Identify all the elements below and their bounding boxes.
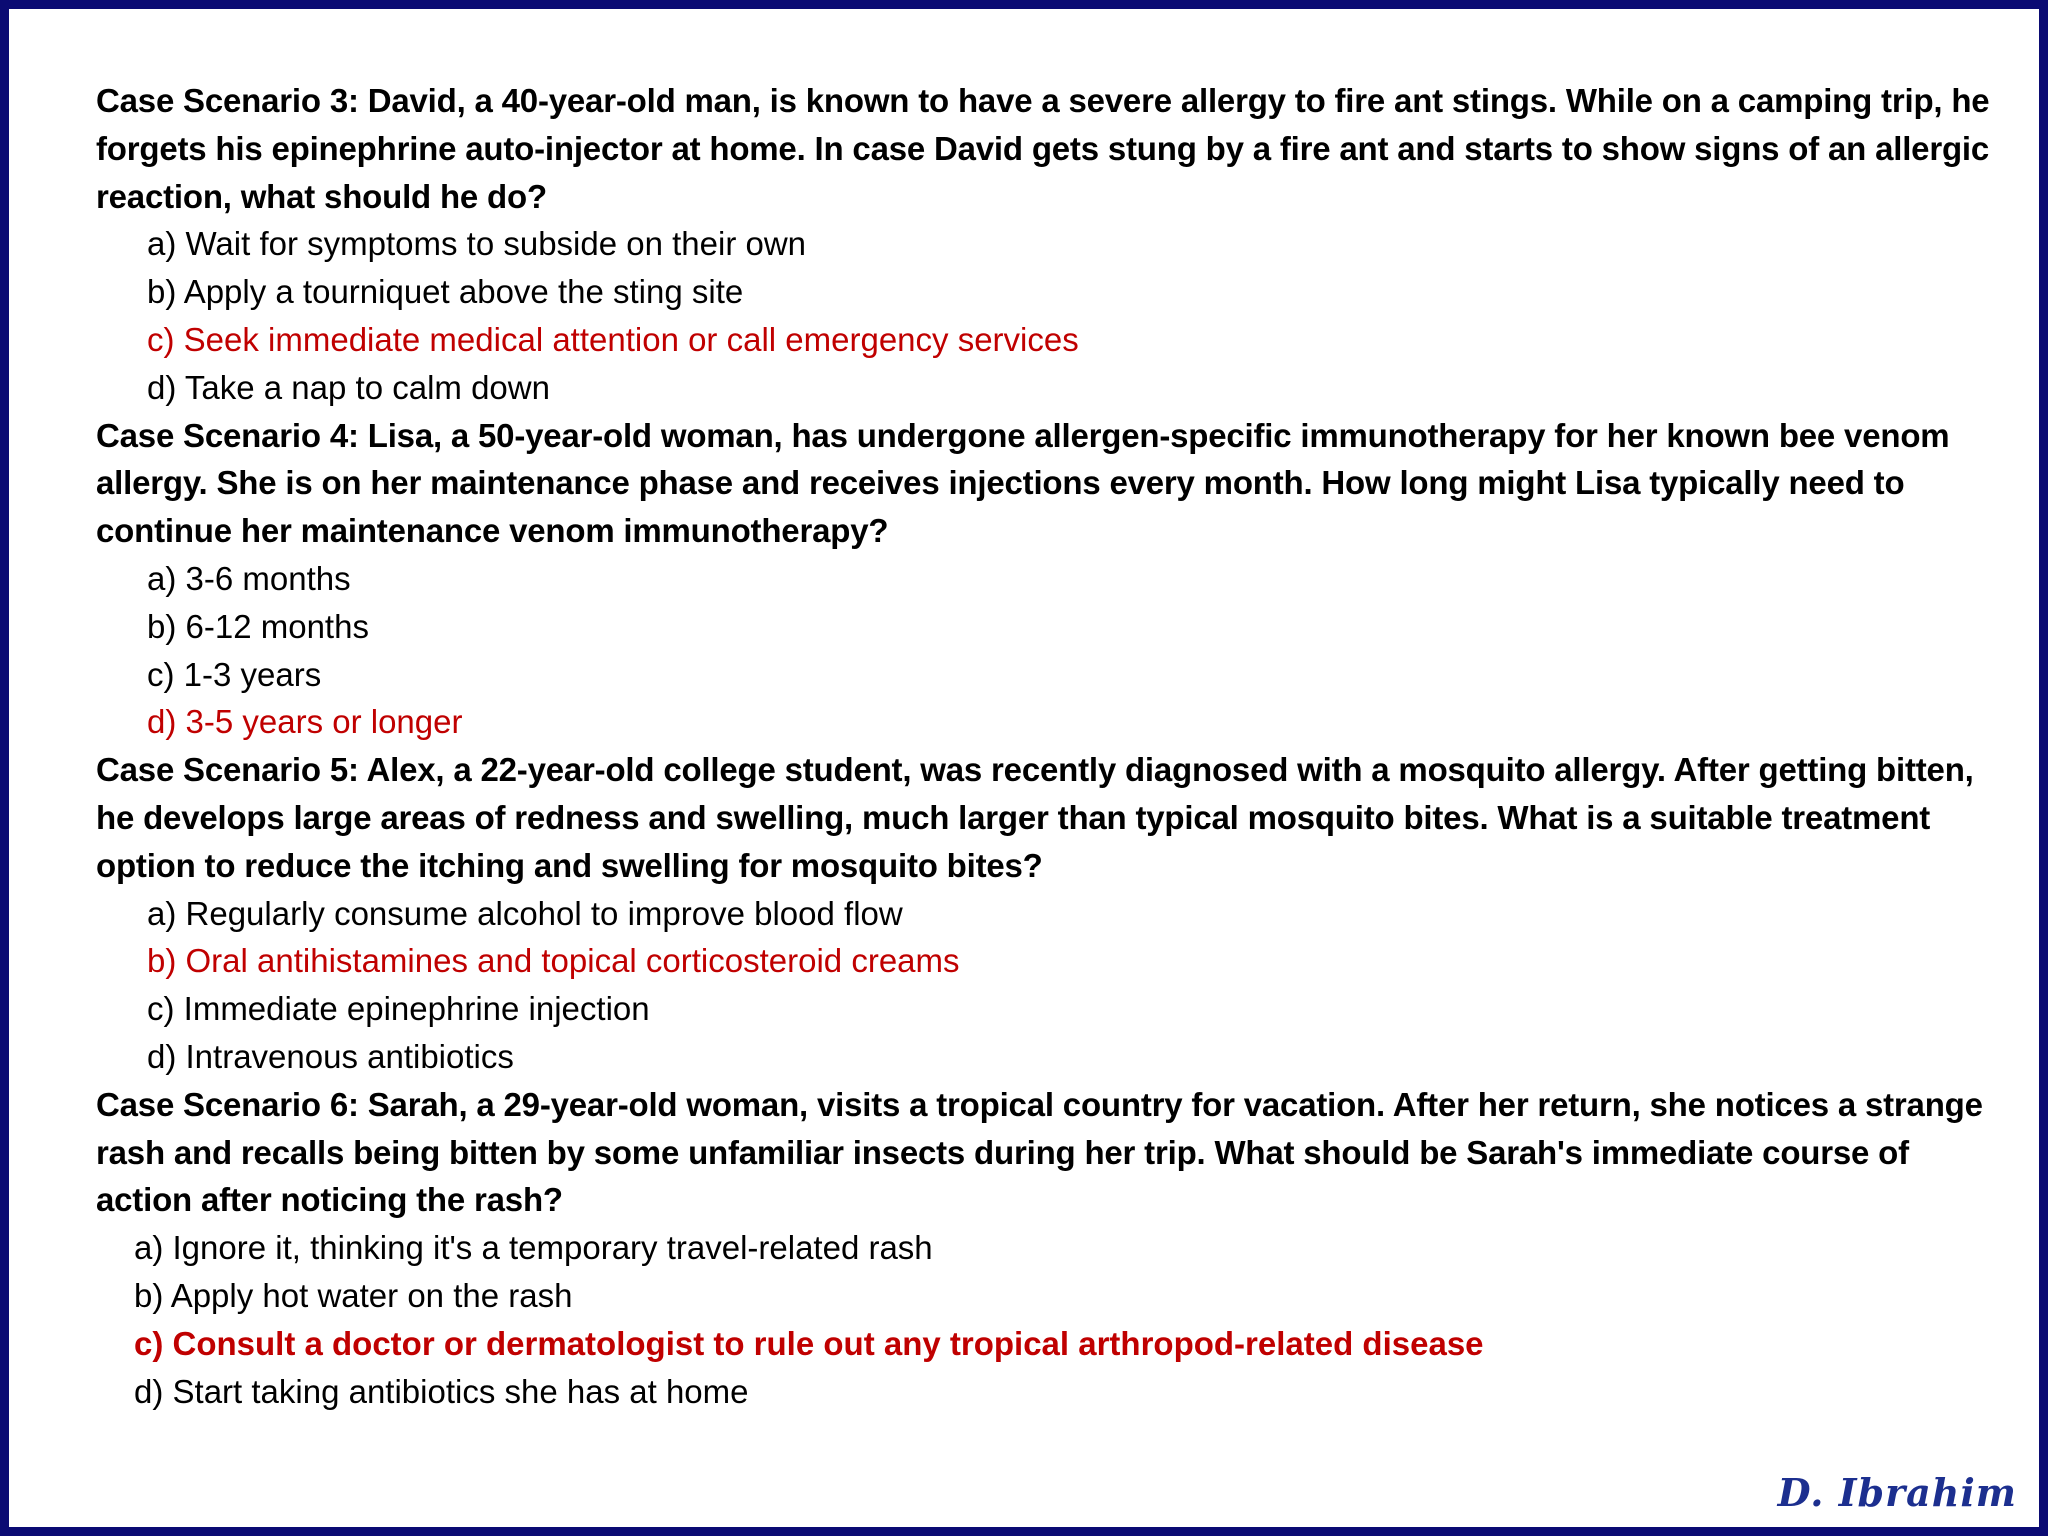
option-c: c) Immediate epinephrine injection — [147, 990, 650, 1028]
option-a: a) 3-6 months — [147, 559, 351, 597]
option-c: c) 1-3 years — [147, 655, 322, 693]
option-d: d) Start taking antibiotics she has at home — [134, 1372, 749, 1410]
answer-options — [96, 220, 1996, 411]
option-d: d) Take a nap to calm down — [147, 368, 550, 406]
case-scenario-6 — [96, 1081, 1996, 1416]
option-a: a) Ignore it, thinking it's a temporary travel-related rash — [134, 1229, 933, 1267]
answer-options — [96, 1224, 1996, 1415]
answer-options — [96, 890, 1996, 1081]
case-scenario-5 — [96, 746, 1996, 1081]
case-question: Case Scenario 3: David, a 40-year-old man, is known to have a severe allergy to fire ant stings. While on a camping trip, he forgets his epinephrine auto-injector at home. In case David gets stung by a fire ant and starts to show signs of an allergic reaction, what should he do? — [96, 82, 1990, 215]
case-question: Case Scenario 5: Alex, a 22-year-old college student, was recently diagnosed with a mosquito allergy. After getting bitten, he develops large areas of redness and swelling, much larger than typical mosquito bites. What is a suitable treatment option to reduce the itching and swelling for mosquito bites? — [96, 751, 1974, 884]
option-c-correct: c) Seek immediate medical attention or call emergency services — [147, 320, 1079, 358]
author-signature: D. Ibrahim — [1777, 1470, 2017, 1515]
option-b: b) Apply hot water on the rash — [134, 1276, 573, 1314]
option-d-correct: d) 3-5 years or longer — [147, 703, 463, 741]
case-scenario-3 — [96, 77, 1996, 412]
option-c-correct: c) Consult a doctor or dermatologist to rule out any tropical arthropod-related disease — [134, 1324, 1484, 1362]
option-b-correct: b) Oral antihistamines and topical corticosteroid creams — [147, 942, 960, 980]
case-question: Case Scenario 4: Lisa, a 50-year-old woman, has undergone allergen-specific immunotherapy for her known bee venom allergy. She is on her maintenance phase and receives injections every month. How long might Lisa typically need to continue her maintenance venom immunotherapy? — [96, 416, 1950, 550]
answer-options — [96, 555, 1996, 746]
quiz-content — [96, 77, 1996, 1415]
case-question: Case Scenario 6: Sarah, a 29-year-old woman, visits a tropical country for vacation. After her return, she notices a strange rash and recalls being bitten by some unfamiliar insects during her trip. What should be Sarah's immediate course of action after noticing the rash? — [96, 1085, 1983, 1219]
option-b: b) Apply a tourniquet above the sting site — [147, 273, 744, 311]
case-scenario-4 — [96, 412, 1996, 747]
option-a: a) Regularly consume alcohol to improve blood flow — [147, 894, 903, 932]
option-b: b) 6-12 months — [147, 607, 369, 645]
option-a: a) Wait for symptoms to subside on their own — [147, 225, 807, 263]
option-d: d) Intravenous antibiotics — [147, 1037, 514, 1075]
